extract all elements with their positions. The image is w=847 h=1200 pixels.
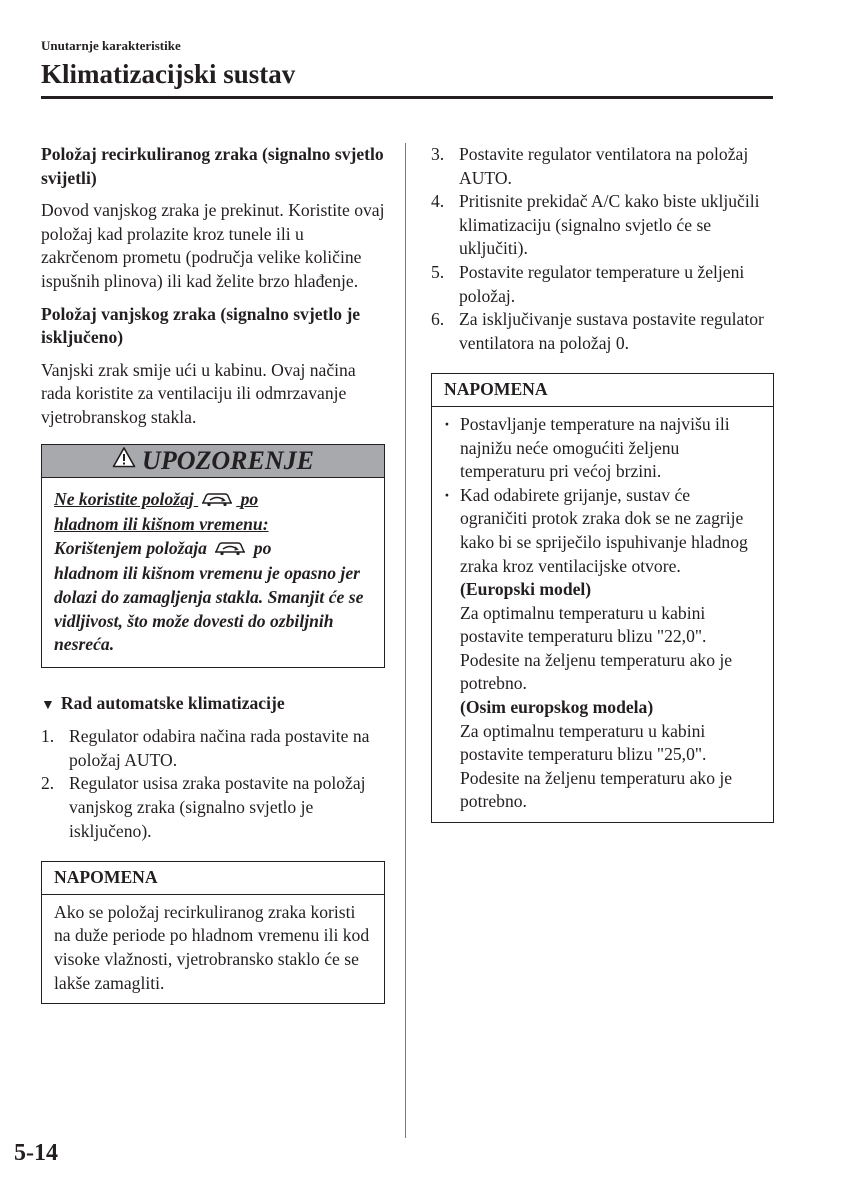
warning-title: UPOZORENJE	[142, 445, 314, 475]
step-text: Za isključivanje sustava postavite regulator ventilatora na položaj 0.	[459, 309, 764, 353]
bullet-dot-icon: ·	[444, 413, 450, 434]
left-column	[41, 143, 385, 1004]
list-item	[41, 772, 385, 843]
outside-heading: Položaj vanjskog zraka (signalno svjetlo je isključeno)	[41, 303, 361, 348]
note-subsections	[444, 578, 761, 814]
warning-header	[42, 445, 384, 478]
note-body	[432, 407, 773, 822]
note-box-left	[41, 861, 385, 1004]
warning-text-1a: Ne koristite položaj	[54, 488, 194, 509]
recirc-heading: Položaj recirkuliranog zraka (signalno svjetlo svijetli)	[41, 144, 384, 188]
step-number: 5.	[431, 261, 445, 282]
auto-steps-right	[431, 143, 774, 355]
step-text: Postavite regulator ventilatora na položaj AUTO.	[459, 144, 749, 188]
page-title: Klimatizacijski sustav	[41, 59, 296, 89]
other-model-text: Za optimalnu temperaturu u kabini postavite temperaturu blizu "25,0". Podesite na željenu temperaturu ako je potrebno.	[460, 720, 733, 812]
list-item	[431, 143, 774, 190]
warning-line-1	[54, 488, 372, 514]
outside-text: Vanjski zrak smije ući u kabinu. Ovaj načina rada koristite za ventilaciju ili odmrzavanje vjetrobranskog stakla.	[41, 359, 356, 427]
bullet-dot-icon: ·	[444, 484, 450, 505]
step-number: 6.	[431, 309, 445, 330]
step-text: Postavite regulator temperature u željeni položaj.	[459, 261, 745, 306]
warning-text-1b: po	[240, 488, 259, 509]
recirc-text: Dovod vanjskog zraka je prekinut. Koristite ovaj položaj kad prolazite kroz tunele ili u zakrčenom prometu (područja velike količine ispušnih plinova) ili kad želite brzo hlađenje.	[41, 200, 385, 291]
eu-model-text: Za optimalnu temperaturu u kabini postavite temperaturu blizu "22,0". Podesite na željenu temperaturu ako je potrebno.	[460, 602, 733, 694]
list-item	[431, 261, 774, 308]
warning-triangle-icon	[112, 446, 136, 475]
list-item	[431, 190, 774, 261]
step-number: 1.	[41, 726, 55, 747]
note-title: NAPOMENA	[42, 862, 384, 895]
page-number: 5-14	[14, 1140, 58, 1166]
warning-line-2: hladnom ili kišnom vremenu:	[54, 514, 269, 535]
triangle-down-icon: ▼	[41, 697, 55, 713]
recirculation-icon	[200, 490, 234, 514]
eu-model-heading: (Europski model)	[460, 579, 592, 600]
list-item	[431, 308, 774, 355]
note-text: Ako se položaj recirkuliranog zraka koristi na duže periode po hladnom vremenu ili kod visoke vlažnosti, vjetrobransko staklo će se lakše zamagliti.	[54, 901, 370, 993]
title-rule	[41, 96, 773, 99]
note-bullet	[444, 413, 761, 484]
recirculation-icon	[213, 539, 247, 563]
column-divider	[405, 143, 406, 1138]
auto-heading	[41, 692, 385, 718]
warning-body	[42, 478, 384, 667]
note-box-right	[431, 373, 774, 823]
warning-line-3	[54, 537, 372, 563]
step-text: Regulator odabira načina rada postavite na položaj AUTO.	[69, 726, 370, 770]
step-number: 3.	[431, 144, 445, 164]
note-title: NAPOMENA	[432, 374, 773, 407]
note-bullet	[444, 484, 761, 578]
right-column	[431, 143, 774, 823]
section-label: Unutarnje karakteristike	[41, 38, 181, 53]
step-text: Regulator usisa zraka postavite na položaj vanjskog zraka (signalno svjetlo je isključeno).	[69, 773, 366, 841]
other-model-heading: (Osim europskog modela)	[460, 697, 654, 718]
auto-steps-left	[41, 725, 385, 843]
warning-text-3a: Korištenjem položaja	[54, 537, 207, 558]
step-text: Pritisnite prekidač A/C kako biste uključili klimatizaciju (signalno svjetlo će se uključiti).	[459, 191, 760, 259]
warning-box	[41, 444, 385, 668]
auto-heading-text: Rad automatske klimatizacije	[60, 692, 285, 713]
bullet-text: Postavljanje temperature na najvišu ili najnižu neće omogućiti željenu temperaturu pri većoj brzini.	[460, 413, 730, 482]
warning-rest: hladnom ili kišnom vremenu je opasno jer dolazi do zamagljenja stakla. Smanjit će se vidljivost, što može dovesti do ozbiljnih nesreća.	[54, 563, 364, 655]
warning-text-3b: po	[253, 537, 272, 558]
step-number: 2.	[41, 773, 55, 794]
step-number: 4.	[431, 191, 445, 212]
bullet-text: Kad odabirete grijanje, sustav će ograničiti protok zraka dok se ne zagrije kako bi se spriječilo ispuhivanje hladnog zraka kroz ventilacijske otvore.	[460, 484, 748, 576]
list-item	[41, 725, 385, 772]
